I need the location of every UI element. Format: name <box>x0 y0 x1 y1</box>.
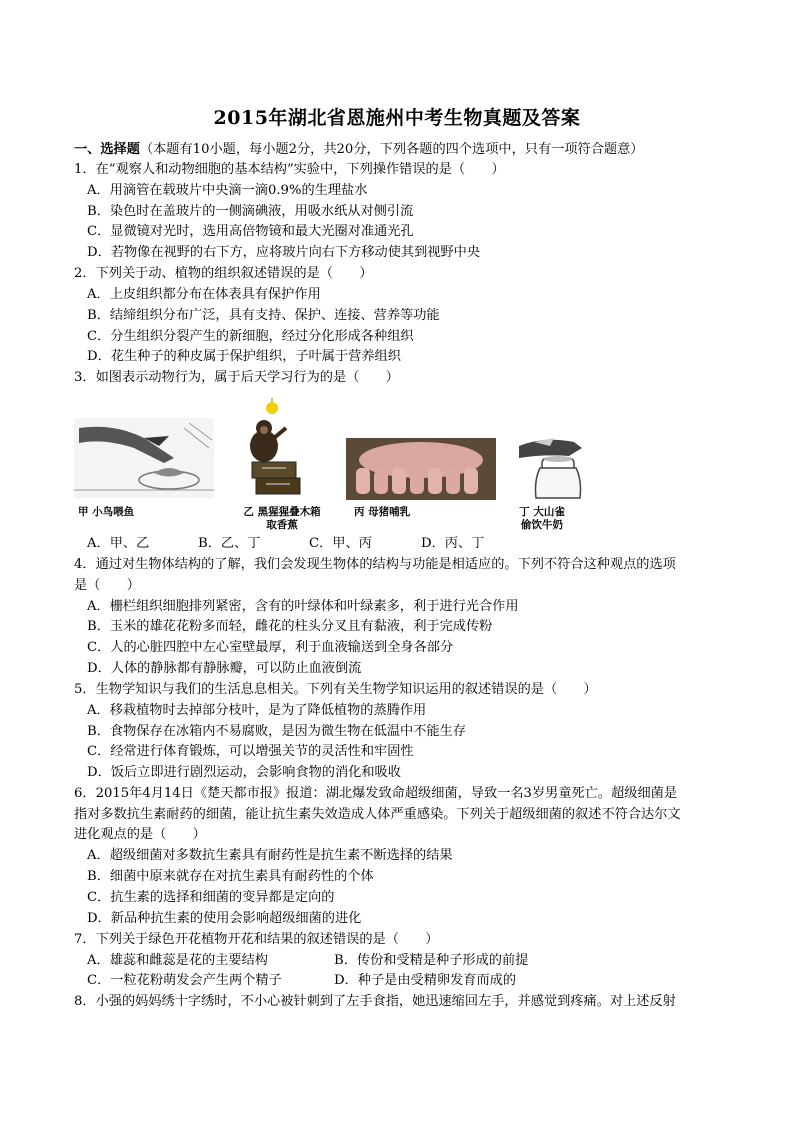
question-8-stem: 8．小强的妈妈绣十字绣时，不小心被针刺到了左手食指，她迅速缩回左手，并感觉到疼痛。对上述反射 <box>74 994 676 1009</box>
question-3-stem: 3．如图表示动物行为，属于后天学习行为的是（ ） <box>74 370 399 385</box>
question-3-option-b: B．乙、丁 <box>198 536 261 551</box>
question-7-stem: 7．下列关于绿色开花植物开花和结果的叙述错误的是（ ） <box>74 932 439 947</box>
question-4-stem-line1: 4．通过对生物体结构的了解，我们会发现生物体的结构与功能是相适应的。下列不符合这种观点的选项 <box>74 557 676 572</box>
question-6-stem-line3: 进化观点的是（ ） <box>74 827 206 842</box>
animal-behavior-figure <box>74 398 634 531</box>
question-7-option-b: B．传份和受精是种子形成的前提 <box>334 953 529 968</box>
caption-yi-line1: 乙 黑猩猩叠木箱 <box>243 506 321 518</box>
question-6-option-c: C．抗生素的选择和细菌的变异都是定向的 <box>87 890 335 905</box>
sow-nursing-image <box>346 438 496 500</box>
bird-feeding-fish-image <box>74 418 214 498</box>
question-4-option-c: C．人的心脏四腔中左心室壁最厚，利于血液输送到全身各部分 <box>87 640 454 655</box>
question-1-stem: 1．在“观察人和动物细胞的基本结构”实验中，下列操作错误的是（ ） <box>74 162 505 177</box>
question-3-option-c: C．甲、丙 <box>309 536 372 551</box>
question-5-option-c: C．经常进行体育锻炼，可以增强关节的灵活性和牢固性 <box>87 744 414 759</box>
question-1-option-c: C．显微镜对光时，选用高倍物镜和最大光圈对准通光孔 <box>87 224 414 239</box>
chimp-stacking-boxes-image <box>234 398 314 498</box>
question-7-option-d: D．种子是由受精卵发育而成的 <box>334 973 517 988</box>
question-2-option-d: D．花生种子的种皮属于保护组织，子叶属于营养组织 <box>87 349 401 364</box>
question-2-option-c: C．分生组织分裂产生的新细胞，经过分化形成各种组织 <box>87 329 414 344</box>
question-6-option-d: D．新品种抗生素的使用会影响超级细菌的进化 <box>87 911 362 926</box>
question-5-option-a: A．移栽植物时去掉部分枝叶，是为了降低植物的蒸腾作用 <box>87 703 427 718</box>
caption-bing: 丙 母猪哺乳 <box>354 506 411 518</box>
question-7-option-c: C．一粒花粉萌发会产生两个精子 <box>87 973 282 988</box>
question-2-option-b: B．结缔组织分布广泛，具有支持、保护、连接、营养等功能 <box>87 308 440 323</box>
question-2-option-a: A．上皮组织都分布在体表具有保护作用 <box>87 287 321 302</box>
question-4-option-a: A．栅栏组织细胞排列紧密，含有的叶绿体和叶绿素多，利于进行光合作用 <box>87 599 519 614</box>
question-1-option-d: D．若物像在视野的右下方，应将玻片向右下方移动使其到视野中央 <box>87 245 481 260</box>
question-2-stem: 2．下列关于动、植物的组织叙述错误的是（ ） <box>74 266 373 281</box>
caption-ding-line2: 偷饮牛奶 <box>521 519 563 531</box>
great-tit-milk-bottle-image <box>514 428 594 500</box>
question-6-option-b: B．细菌中原来就存在对抗生素具有耐药性的个体 <box>87 869 374 884</box>
caption-ding-line1: 丁 大山雀 <box>519 506 565 518</box>
question-1-option-a: A．用滴管在载玻片中央滴一滴0.9%的生理盐水 <box>87 183 368 198</box>
question-3-option-d: D．丙、丁 <box>421 536 485 551</box>
section-label: 一、选择题 <box>74 142 140 157</box>
question-4-option-d: D．人体的静脉都有静脉瓣，可以防止血液倒流 <box>87 661 362 676</box>
question-4-option-b: B．玉米的雄花花粉多而轻，雌花的柱头分叉且有黏液，利于完成传粉 <box>87 619 493 634</box>
question-5-option-d: D．饭后立即进行剧烈运动，会影响食物的消化和吸收 <box>87 765 401 780</box>
question-6-option-a: A．超级细菌对多数抗生素具有耐药性是抗生素不断选择的结果 <box>87 848 453 863</box>
question-6-stem-line2: 指对多数抗生素耐药的细菌，能让抗生素失效造成人体严重感染。下列关于超级细菌的叙述不符合达尔文 <box>74 807 681 822</box>
section-note: （本题有10小题，每小题2分，共20分，下列各题的四个选项中，只有一项符合题意） <box>139 142 644 157</box>
question-4-stem-line2: 是（ ） <box>74 578 140 593</box>
section-heading <box>74 140 724 160</box>
question-7-option-a: A．雄蕊和雌蕊是花的主要结构 <box>87 953 268 968</box>
caption-jia: 甲 小鸟喂鱼 <box>78 506 135 518</box>
question-5-stem: 5．生物学知识与我们的生活息息相关。下列有关生物学知识运用的叙述错误的是（ ） <box>74 682 597 697</box>
page-title: 2015年湖北省恩施州中考生物真题及答案 <box>213 107 581 129</box>
question-5-option-b: B．食物保存在冰箱内不易腐败，是因为微生物在低温中不能生存 <box>87 724 466 739</box>
question-1-option-b: B．染色时在盖玻片的一侧滴碘液，用吸水纸从对侧引流 <box>87 204 414 219</box>
caption-yi-line2: 取香蕉 <box>266 519 298 531</box>
question-3-option-a: A．甲、乙 <box>87 536 150 551</box>
question-6-stem-line1: 6．2015年4月14日《楚天都市报》报道：湖北爆发致命超级细菌，导致一名3岁男童死亡。超级细菌是 <box>74 786 678 801</box>
